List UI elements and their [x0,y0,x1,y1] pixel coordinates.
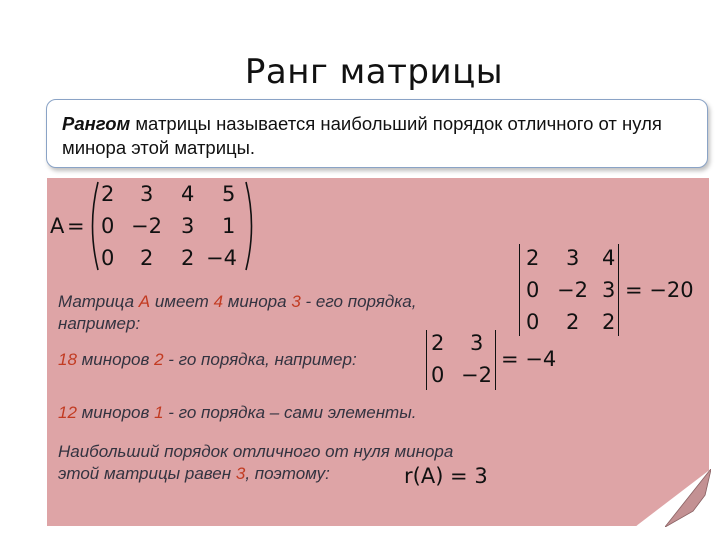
matrix-a-cell: 3 [140,182,154,206]
det3-cell: 2 [566,310,580,334]
definition-box [46,99,708,168]
note-highlight: 3 [235,464,246,483]
note-minors-3 [58,291,416,335]
note-text: например: [58,314,141,333]
note-highlight: 12 [58,403,77,422]
det3-cell: 2 [602,310,616,334]
note-highlight: 4 [213,292,224,311]
matrix-a-cell: 3 [181,214,195,238]
note-conclusion [58,441,453,485]
matrix-a-cell: 4 [181,182,195,206]
matrix-a-label: A [50,214,65,238]
matrix-a-cell: 0 [101,214,115,238]
note-highlight: 1 [154,403,164,422]
determinant-bar-left [519,244,520,336]
det3-cell: 4 [602,246,616,270]
note-text: Матрица [58,292,139,311]
note-text: минора [223,292,292,311]
note-text: миноров [76,403,155,422]
note-highlight: А [138,292,151,311]
matrix-a-equals: = [67,214,85,238]
note-text: имеет [150,292,214,311]
note-text: Наибольший порядок отличного от нуля минора [58,442,454,461]
note-highlight: 18 [58,350,77,369]
note-text: - го порядка, например: [163,350,357,369]
right-parenthesis-icon [244,180,258,272]
determinant-bar-right [618,244,619,336]
note-minors-2 [58,349,357,371]
note-highlight: 3 [291,292,301,311]
note-text: - го порядка – сами элементы. [163,403,417,422]
det2-cell: 3 [470,331,484,355]
definition-text: матрицы называется наибольший порядок отличного от нуля минора этой матрицы. [62,113,662,158]
matrix-a-cell: 1 [222,214,236,238]
matrix-a-cell: 2 [181,246,195,270]
det3-cell: 3 [602,278,616,302]
page-curl-icon [665,469,711,527]
note-text: этой матрицы равен [58,464,236,483]
det2-result: = −4 [501,347,557,371]
matrix-a-cell: 0 [101,246,115,270]
det2-cell: −2 [461,363,492,387]
slide-title: Ранг матрицы [244,52,504,92]
matrix-a-cell: 5 [222,182,236,206]
rank-result: r(A) = 3 [404,464,488,488]
determinant-bar-left [426,330,427,390]
determinant-bar-right [495,330,496,390]
det3-cell: −2 [557,278,588,302]
note-text: - его порядка, [300,292,417,311]
det3-result: = −20 [625,278,694,302]
det3-cell: 0 [526,278,540,302]
det2-cell: 2 [431,331,445,355]
det3-cell: 3 [566,246,580,270]
det3-cell: 2 [526,246,540,270]
matrix-a-cell: −2 [131,214,162,238]
note-minors-1 [58,402,416,424]
left-parenthesis-icon [86,180,100,272]
matrix-a-cell: 2 [140,246,154,270]
note-text: миноров [76,350,155,369]
note-highlight: 2 [154,350,164,369]
det3-cell: 0 [526,310,540,334]
definition-term: Рангом [62,113,131,134]
matrix-a-cell: −4 [206,246,237,270]
matrix-a-cell: 2 [101,182,115,206]
det2-cell: 0 [431,363,445,387]
note-text: , поэтому: [245,464,330,483]
